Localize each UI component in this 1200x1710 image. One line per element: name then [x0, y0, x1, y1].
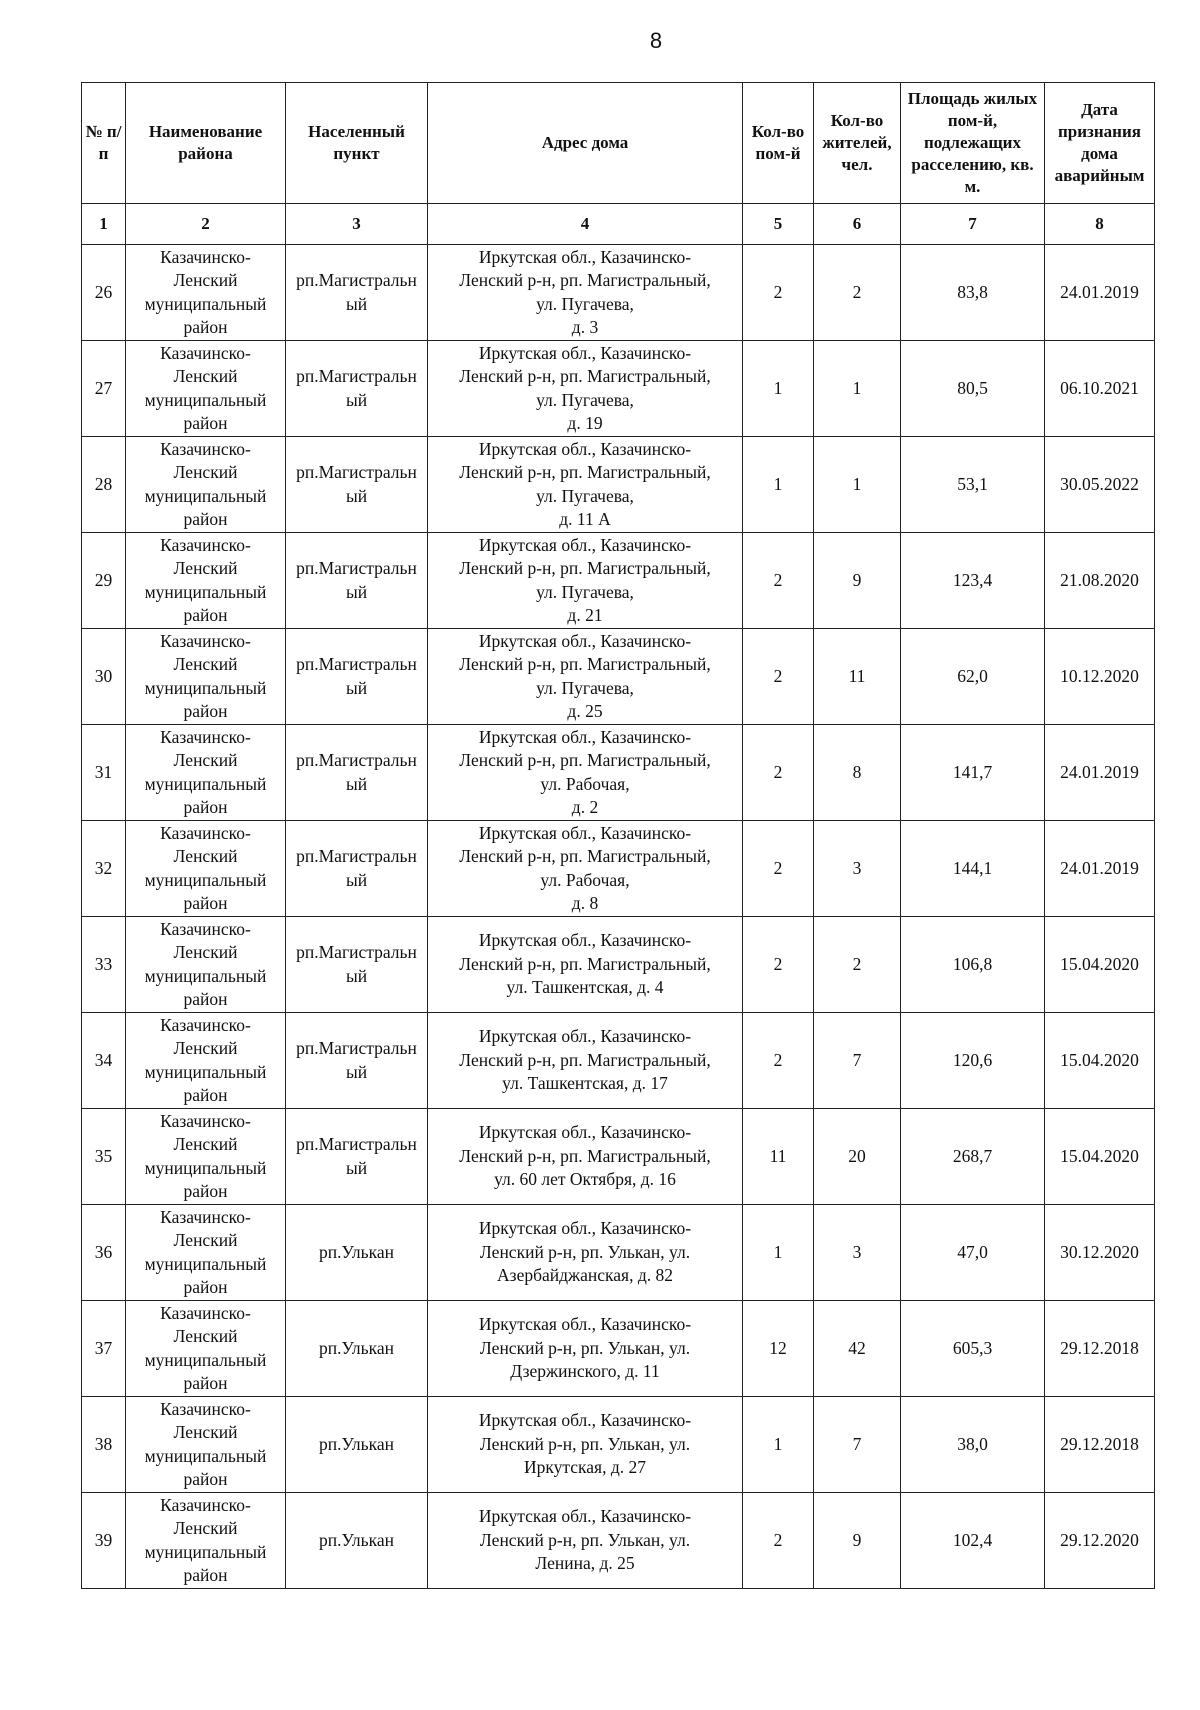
- cell-district-line: район: [183, 701, 228, 721]
- cell-index: 36: [82, 1205, 126, 1301]
- cell-district-line: муниципальный: [144, 677, 267, 698]
- cell-address-line: Иркутская обл., Казачинско-: [478, 1218, 692, 1239]
- cell-address: [428, 1205, 743, 1301]
- cell-date: 24.01.2019: [1045, 725, 1155, 821]
- cell-index: 39: [82, 1493, 126, 1589]
- cell-address-line: Ленина, д. 25: [535, 1553, 635, 1574]
- cell-address-line: Иркутская обл., Казачинско-: [478, 1026, 692, 1047]
- cell-residents: 2: [814, 245, 901, 341]
- cell-district-line: Ленский: [173, 366, 238, 386]
- cell-rooms: 1: [743, 1397, 814, 1493]
- cell-residents: 3: [814, 1205, 901, 1301]
- header-row: [82, 83, 1155, 204]
- table-row: [82, 1397, 1155, 1493]
- cell-district-line: муниципальный: [144, 485, 267, 506]
- cell-date: 30.12.2020: [1045, 1205, 1155, 1301]
- cell-area: 120,6: [901, 1013, 1045, 1109]
- cell-settlement: [286, 725, 428, 821]
- cell-index: 27: [82, 341, 126, 437]
- cell-district-line: Ленский: [173, 558, 238, 578]
- cell-address: [428, 1109, 743, 1205]
- cell-district: [126, 1205, 286, 1301]
- cell-date: 10.12.2020: [1045, 629, 1155, 725]
- cell-area: 144,1: [901, 821, 1045, 917]
- cell-date: 29.12.2020: [1045, 1493, 1155, 1589]
- cell-area: 605,3: [901, 1301, 1045, 1397]
- cell-residents: 1: [814, 341, 901, 437]
- cell-settlement-line: ый: [345, 1157, 368, 1178]
- cell-address-line: Иркутская обл., Казачинско-: [478, 438, 692, 459]
- cell-residents: 42: [814, 1301, 901, 1397]
- cell-address-line: Ленский р-н, рп. Улькан, ул.: [479, 1241, 691, 1262]
- cell-area: 83,8: [901, 245, 1045, 341]
- cell-settlement: [286, 341, 428, 437]
- cell-district-line: Казачинско-: [160, 1014, 251, 1035]
- column-number: 5: [743, 204, 814, 245]
- cell-district-line: муниципальный: [144, 1157, 267, 1178]
- cell-district-line: Казачинско-: [160, 726, 251, 747]
- cell-settlement-line: рп.Улькан: [319, 1337, 394, 1358]
- cell-district-line: район: [183, 605, 228, 625]
- cell-index: 26: [82, 245, 126, 341]
- cell-settlement: [286, 821, 428, 917]
- cell-district-line: муниципальный: [144, 581, 267, 602]
- cell-rooms: 2: [743, 725, 814, 821]
- cell-district-line: район: [183, 1181, 228, 1201]
- cell-district-line: Казачинско-: [160, 438, 251, 459]
- cell-residents: 8: [814, 725, 901, 821]
- cell-settlement: [286, 1205, 428, 1301]
- table-row: [82, 629, 1155, 725]
- cell-residents: 7: [814, 1397, 901, 1493]
- cell-address-line: ул. Пугачева,: [536, 485, 634, 506]
- cell-address: [428, 725, 743, 821]
- cell-district-line: Ленский: [173, 462, 238, 482]
- cell-address-line: Ленский р-н, рп. Магистральный,: [459, 270, 711, 290]
- header-rooms: Кол-во пом-й: [743, 83, 814, 204]
- cell-address-line: д. 25: [567, 701, 603, 721]
- cell-address: [428, 1013, 743, 1109]
- cell-address-line: Иркутская обл., Казачинско-: [478, 726, 692, 747]
- cell-address: [428, 629, 743, 725]
- cell-address: [428, 917, 743, 1013]
- table-row: [82, 1109, 1155, 1205]
- cell-district-line: Ленский: [173, 1422, 238, 1442]
- column-number: 1: [82, 204, 126, 245]
- cell-area: 102,4: [901, 1493, 1045, 1589]
- cell-residents: 3: [814, 821, 901, 917]
- cell-rooms: 2: [743, 533, 814, 629]
- cell-settlement-line: ый: [345, 485, 368, 506]
- cell-rooms: 12: [743, 1301, 814, 1397]
- cell-date: 06.10.2021: [1045, 341, 1155, 437]
- cell-date: 29.12.2018: [1045, 1397, 1155, 1493]
- cell-settlement-line: рп.Магистральн: [296, 1038, 417, 1058]
- cell-rooms: 2: [743, 1013, 814, 1109]
- cell-settlement: [286, 1301, 428, 1397]
- cell-rooms: 1: [743, 1205, 814, 1301]
- cell-index: 33: [82, 917, 126, 1013]
- header-date: Дата признания дома аварийным: [1045, 83, 1155, 204]
- cell-residents: 9: [814, 1493, 901, 1589]
- cell-address-line: ул. Ташкентская, д. 17: [502, 1073, 668, 1094]
- cell-address-line: Ленский р-н, рп. Магистральный,: [459, 462, 711, 482]
- cell-settlement-line: рп.Магистральн: [296, 1134, 417, 1154]
- cell-settlement-line: рп.Магистральн: [296, 654, 417, 674]
- cell-settlement: [286, 245, 428, 341]
- cell-address-line: д. 8: [571, 893, 599, 913]
- cell-address-line: д. 2: [571, 797, 599, 817]
- cell-address-line: Азербайджанская, д. 82: [497, 1265, 673, 1286]
- cell-address-line: Иркутская обл., Казачинско-: [478, 1410, 692, 1431]
- cell-district: [126, 629, 286, 725]
- cell-settlement: [286, 437, 428, 533]
- cell-settlement-line: рп.Магистральн: [296, 270, 417, 290]
- cell-rooms: 2: [743, 245, 814, 341]
- column-number: 8: [1045, 204, 1155, 245]
- cell-district-line: Ленский: [173, 942, 238, 962]
- cell-district-line: Ленский: [173, 270, 238, 290]
- cell-address-line: Ленский р-н, рп. Магистральный,: [459, 366, 711, 386]
- cell-address-line: Иркутская обл., Казачинско-: [478, 246, 692, 267]
- cell-district-line: муниципальный: [144, 869, 267, 890]
- cell-area: 38,0: [901, 1397, 1045, 1493]
- cell-area: 106,8: [901, 917, 1045, 1013]
- cell-district-line: район: [183, 1373, 228, 1393]
- column-number: 4: [428, 204, 743, 245]
- cell-address: [428, 533, 743, 629]
- cell-settlement-line: рп.Улькан: [319, 1433, 394, 1454]
- cell-index: 31: [82, 725, 126, 821]
- cell-area: 62,0: [901, 629, 1045, 725]
- cell-district-line: район: [183, 1085, 228, 1105]
- cell-district: [126, 245, 286, 341]
- cell-settlement-line: ый: [345, 581, 368, 602]
- header-index: № п/п: [82, 83, 126, 204]
- cell-district-line: район: [183, 989, 228, 1009]
- page-number: 8: [649, 28, 663, 53]
- cell-address-line: Ленский р-н, рп. Магистральный,: [459, 1049, 711, 1070]
- cell-settlement: [286, 1013, 428, 1109]
- cell-district-line: район: [183, 413, 228, 433]
- cell-district: [126, 725, 286, 821]
- table-row: [82, 1301, 1155, 1397]
- cell-district-line: муниципальный: [144, 1445, 267, 1466]
- cell-address: [428, 1397, 743, 1493]
- cell-date: 21.08.2020: [1045, 533, 1155, 629]
- column-number: 6: [814, 204, 901, 245]
- table-row: [82, 341, 1155, 437]
- cell-settlement-line: рп.Магистральн: [296, 366, 417, 386]
- cell-address-line: Ленский р-н, рп. Улькан, ул.: [479, 1529, 691, 1550]
- cell-index: 37: [82, 1301, 126, 1397]
- column-number: 2: [126, 204, 286, 245]
- cell-district-line: район: [183, 893, 228, 913]
- cell-area: 80,5: [901, 341, 1045, 437]
- cell-address-line: Ленский р-н, рп. Улькан, ул.: [479, 1433, 691, 1454]
- cell-index: 29: [82, 533, 126, 629]
- cell-district-line: Казачинско-: [160, 1110, 251, 1131]
- cell-address-line: Ленский р-н, рп. Улькан, ул.: [479, 1337, 691, 1358]
- cell-address-line: ул. 60 лет Октября, д. 16: [494, 1169, 676, 1190]
- cell-district-line: Ленский: [173, 750, 238, 770]
- emergency-housing-table: [81, 82, 1155, 1589]
- cell-district-line: Казачинско-: [160, 918, 251, 939]
- cell-district-line: Казачинско-: [160, 342, 251, 363]
- cell-residents: 11: [814, 629, 901, 725]
- table-row: [82, 533, 1155, 629]
- cell-address-line: Иркутская обл., Казачинско-: [478, 1506, 692, 1527]
- cell-district-line: муниципальный: [144, 773, 267, 794]
- table-row: [82, 1493, 1155, 1589]
- cell-district: [126, 533, 286, 629]
- cell-district-line: Ленский: [173, 654, 238, 674]
- cell-settlement-line: рп.Магистральн: [296, 558, 417, 578]
- cell-district-line: Казачинско-: [160, 822, 251, 843]
- cell-address-line: Иркутская обл., Казачинско-: [478, 630, 692, 651]
- cell-district: [126, 917, 286, 1013]
- cell-district-line: муниципальный: [144, 1253, 267, 1274]
- cell-district-line: Казачинско-: [160, 246, 251, 267]
- cell-rooms: 2: [743, 821, 814, 917]
- cell-district-line: Казачинско-: [160, 534, 251, 555]
- cell-residents: 1: [814, 437, 901, 533]
- cell-district-line: Ленский: [173, 1134, 238, 1154]
- cell-address: [428, 1493, 743, 1589]
- cell-district-line: район: [183, 797, 228, 817]
- cell-district-line: Казачинско-: [160, 1206, 251, 1227]
- cell-settlement-line: рп.Магистральн: [296, 462, 417, 482]
- cell-date: 24.01.2019: [1045, 245, 1155, 341]
- cell-district-line: район: [183, 1565, 228, 1585]
- cell-index: 30: [82, 629, 126, 725]
- cell-address-line: ул. Пугачева,: [536, 677, 634, 698]
- cell-residents: 9: [814, 533, 901, 629]
- header-area: Площадь жилых пом-й, подлежащих расселению, кв. м.: [901, 83, 1045, 204]
- cell-settlement-line: рп.Магистральн: [296, 846, 417, 866]
- cell-date: 15.04.2020: [1045, 1109, 1155, 1205]
- cell-district-line: район: [183, 317, 228, 337]
- cell-address-line: ул. Рабочая,: [540, 773, 630, 794]
- cell-district-line: Казачинско-: [160, 1494, 251, 1515]
- table-row: [82, 437, 1155, 533]
- cell-address-line: д. 3: [571, 317, 599, 337]
- cell-address-line: ул. Пугачева,: [536, 293, 634, 314]
- cell-district-line: Ленский: [173, 1518, 238, 1538]
- cell-address-line: Ленский р-н, рп. Магистральный,: [459, 1145, 711, 1166]
- cell-address-line: ул. Пугачева,: [536, 389, 634, 410]
- column-number: 7: [901, 204, 1045, 245]
- cell-district-line: муниципальный: [144, 293, 267, 314]
- cell-index: 28: [82, 437, 126, 533]
- cell-district-line: Ленский: [173, 1326, 238, 1346]
- table-row: [82, 1013, 1155, 1109]
- cell-address: [428, 437, 743, 533]
- cell-address-line: Иркутская обл., Казачинско-: [478, 1122, 692, 1143]
- table-row: [82, 917, 1155, 1013]
- cell-district-line: муниципальный: [144, 1541, 267, 1562]
- cell-district-line: район: [183, 1469, 228, 1489]
- cell-address-line: ул. Ташкентская, д. 4: [506, 977, 664, 998]
- table-row: [82, 245, 1155, 341]
- cell-address: [428, 1301, 743, 1397]
- cell-date: 15.04.2020: [1045, 917, 1155, 1013]
- header-address: Адрес дома: [428, 83, 743, 204]
- cell-district-line: Ленский: [173, 1038, 238, 1058]
- cell-district-line: район: [183, 1277, 228, 1297]
- cell-settlement-line: рп.Улькан: [319, 1241, 394, 1262]
- cell-rooms: 2: [743, 917, 814, 1013]
- cell-district-line: район: [183, 509, 228, 529]
- cell-settlement-line: рп.Улькан: [319, 1529, 394, 1550]
- cell-date: 29.12.2018: [1045, 1301, 1155, 1397]
- cell-address-line: Иркутская обл., Казачинско-: [478, 1314, 692, 1335]
- cell-date: 30.05.2022: [1045, 437, 1155, 533]
- cell-settlement-line: ый: [345, 293, 368, 314]
- cell-area: 268,7: [901, 1109, 1045, 1205]
- cell-address-line: Ленский р-н, рп. Магистральный,: [459, 846, 711, 866]
- cell-rooms: 1: [743, 341, 814, 437]
- cell-address-line: Иркутская обл., Казачинско-: [478, 342, 692, 363]
- cell-address-line: Ленский р-н, рп. Магистральный,: [459, 654, 711, 674]
- cell-address-line: д. 21: [567, 605, 603, 625]
- cell-settlement-line: ый: [345, 389, 368, 410]
- cell-date: 24.01.2019: [1045, 821, 1155, 917]
- cell-address-line: Ленский р-н, рп. Магистральный,: [459, 750, 711, 770]
- cell-residents: 20: [814, 1109, 901, 1205]
- cell-address-line: Иркутская, д. 27: [524, 1457, 646, 1478]
- cell-address-line: Иркутская обл., Казачинско-: [478, 822, 692, 843]
- cell-address-line: д. 11 А: [559, 509, 611, 529]
- header-residents: Кол-во жителей, чел.: [814, 83, 901, 204]
- cell-address-line: ул. Рабочая,: [540, 869, 630, 890]
- header-settlement: Населенный пункт: [286, 83, 428, 204]
- cell-address: [428, 245, 743, 341]
- cell-residents: 7: [814, 1013, 901, 1109]
- cell-settlement-line: ый: [345, 965, 368, 986]
- cell-district-line: Ленский: [173, 1230, 238, 1250]
- cell-settlement-line: ый: [345, 869, 368, 890]
- cell-district: [126, 437, 286, 533]
- cell-district-line: Казачинско-: [160, 630, 251, 651]
- cell-district: [126, 1109, 286, 1205]
- cell-address-line: д. 19: [567, 413, 603, 433]
- cell-rooms: 11: [743, 1109, 814, 1205]
- cell-settlement: [286, 917, 428, 1013]
- cell-address-line: Иркутская обл., Казачинско-: [478, 930, 692, 951]
- cell-district-line: муниципальный: [144, 1349, 267, 1370]
- cell-district-line: Казачинско-: [160, 1398, 251, 1419]
- cell-address: [428, 341, 743, 437]
- cell-rooms: 2: [743, 629, 814, 725]
- cell-district-line: Ленский: [173, 846, 238, 866]
- cell-settlement: [286, 629, 428, 725]
- cell-district-line: муниципальный: [144, 965, 267, 986]
- column-number: 3: [286, 204, 428, 245]
- cell-district-line: муниципальный: [144, 389, 267, 410]
- cell-index: 38: [82, 1397, 126, 1493]
- cell-settlement-line: рп.Магистральн: [296, 750, 417, 770]
- cell-address-line: Ленский р-н, рп. Магистральный,: [459, 558, 711, 578]
- cell-district: [126, 821, 286, 917]
- cell-district: [126, 1493, 286, 1589]
- cell-settlement: [286, 1493, 428, 1589]
- cell-settlement: [286, 1109, 428, 1205]
- table-row: [82, 1205, 1155, 1301]
- header-district: Наименование района: [126, 83, 286, 204]
- cell-settlement: [286, 1397, 428, 1493]
- cell-district: [126, 1301, 286, 1397]
- cell-index: 35: [82, 1109, 126, 1205]
- cell-settlement-line: ый: [345, 1061, 368, 1082]
- cell-area: 123,4: [901, 533, 1045, 629]
- cell-district: [126, 341, 286, 437]
- cell-settlement-line: ый: [345, 773, 368, 794]
- cell-address-line: ул. Пугачева,: [536, 581, 634, 602]
- cell-date: 15.04.2020: [1045, 1013, 1155, 1109]
- cell-address-line: Иркутская обл., Казачинско-: [478, 534, 692, 555]
- table-row: [82, 821, 1155, 917]
- table-row: [82, 725, 1155, 821]
- cell-area: 53,1: [901, 437, 1045, 533]
- cell-address-line: Дзержинского, д. 11: [510, 1361, 660, 1382]
- cell-settlement-line: ый: [345, 677, 368, 698]
- cell-area: 141,7: [901, 725, 1045, 821]
- cell-area: 47,0: [901, 1205, 1045, 1301]
- cell-district: [126, 1013, 286, 1109]
- cell-settlement-line: рп.Магистральн: [296, 942, 417, 962]
- cell-address: [428, 821, 743, 917]
- cell-residents: 2: [814, 917, 901, 1013]
- cell-settlement: [286, 533, 428, 629]
- cell-index: 32: [82, 821, 126, 917]
- cell-rooms: 1: [743, 437, 814, 533]
- cell-district: [126, 1397, 286, 1493]
- table-body: [82, 245, 1155, 1589]
- cell-district-line: муниципальный: [144, 1061, 267, 1082]
- column-number-row: [82, 204, 1155, 245]
- cell-index: 34: [82, 1013, 126, 1109]
- cell-address-line: Ленский р-н, рп. Магистральный,: [459, 953, 711, 974]
- cell-rooms: 2: [743, 1493, 814, 1589]
- cell-district-line: Казачинско-: [160, 1302, 251, 1323]
